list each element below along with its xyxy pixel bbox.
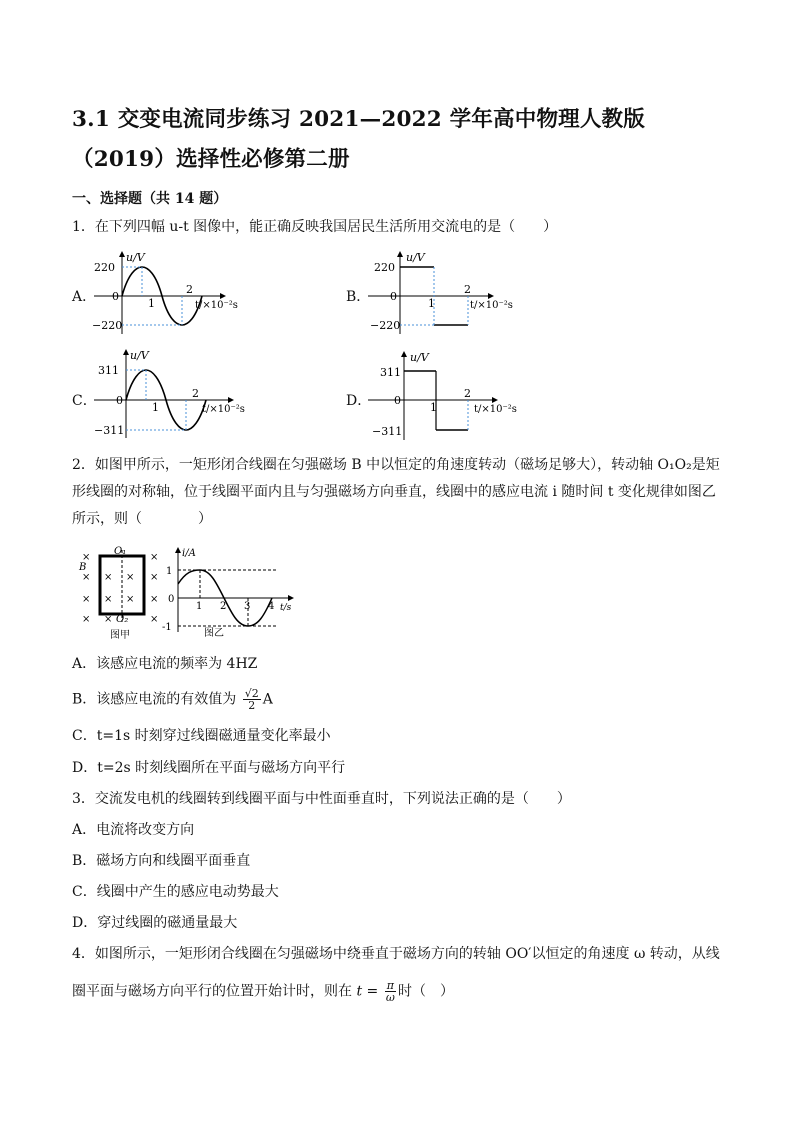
- axis-label-x: t/×10⁻²s: [470, 300, 513, 311]
- axis-label-y: u/V: [406, 251, 425, 264]
- axis-label-y: i/A: [182, 548, 196, 559]
- sqrt2-over-2-fraction: $\frac{√2}{2}$: [244, 687, 259, 712]
- tick-2: 2: [464, 387, 471, 400]
- q2-option-b[interactable]: [72, 688, 273, 711]
- q2-option-a[interactable]: A．该感应电流的频率为 4HZ: [72, 656, 258, 672]
- tick-neg311: −311: [94, 424, 125, 437]
- q3-option-a[interactable]: A．电流将改变方向: [72, 822, 195, 838]
- q1-option-d-label: D．: [346, 393, 372, 409]
- question-2-stem: 2．如图甲所示，一矩形闭合线圈在匀强磁场 B 中以恒定的角速度转动（磁场足够大），转动轴 O₁O₂是矩形线圈的对称轴，位于线圈平面内且与匀强磁场方向垂直，线圈中的感应电流 i 随时间 t 变化规律如图乙所示，则（ ）: [72, 457, 720, 527]
- svg-text:×: ×: [82, 552, 91, 563]
- axis-label-y: u/V: [126, 251, 145, 264]
- svg-text:×: ×: [150, 572, 159, 583]
- tick-220: 220: [94, 261, 115, 274]
- svg-text:×: ×: [126, 594, 135, 605]
- question-4-stem-line2: 圈平面与磁场方向平行的位置开始计时，则在 t = $\frac{\pi}{\omega}$ 时（ ）: [72, 979, 454, 1004]
- tick-1: 1: [152, 401, 159, 414]
- q3-option-d[interactable]: D．穿过线圈的磁通量最大: [72, 915, 238, 931]
- q1-graph-d[interactable]: [366, 350, 526, 442]
- q1-graph-b[interactable]: [366, 250, 516, 336]
- svg-text:×: ×: [150, 614, 159, 625]
- tick-2: 2: [192, 387, 199, 400]
- tick-311: 311: [98, 364, 119, 377]
- question-3-stem: 3．交流发电机的线圈转到线圈平面与中性面垂直时，下列说法正确的是（ ）: [72, 791, 571, 807]
- origin-label: 0: [112, 290, 119, 303]
- page-title: 3.1 交变电流同步练习 2021—2022 学年高中物理人教版（2019）选择性必修第二册: [72, 107, 645, 172]
- svg-text:×: ×: [82, 572, 91, 583]
- svg-text:×: ×: [104, 614, 113, 625]
- q1-graph-c[interactable]: [92, 348, 252, 440]
- tick-1: 1: [428, 297, 435, 310]
- q3-option-c[interactable]: C．线圈中产生的感应电动势最大: [72, 884, 279, 900]
- tick-1: 1: [430, 401, 437, 414]
- pi-over-omega-fraction: $\frac{\pi}{\omega}$: [385, 979, 395, 1004]
- tick-1: 1: [166, 566, 173, 577]
- svg-text:×: ×: [104, 594, 113, 605]
- axis-label-y: u/V: [130, 349, 149, 362]
- tick-1: 1: [148, 297, 155, 310]
- tick-x3: 3: [244, 601, 251, 612]
- q3-option-b[interactable]: B．磁场方向和线圈平面垂直: [72, 853, 251, 869]
- origin-label: 0: [394, 394, 401, 407]
- tick-2: 2: [186, 283, 193, 296]
- q2-option-d[interactable]: D．t=2s 时刻线圈所在平面与磁场方向平行: [72, 760, 346, 776]
- q2-option-b-text: B．该感应电流的有效值为: [72, 691, 237, 708]
- question-1-stem: 1．在下列四幅 u-t 图像中，能正确反映我国居民生活所用交流电的是（ ）: [72, 219, 558, 235]
- svg-text:×: ×: [82, 594, 91, 605]
- tick-2: 2: [464, 283, 471, 296]
- svg-text:×: ×: [104, 572, 113, 583]
- axis-label-x: t/×10⁻²s: [474, 404, 517, 415]
- q2-figure-jia: [76, 542, 168, 644]
- tick-x2: 2: [220, 601, 227, 612]
- axis-o1-label: O₁: [114, 546, 127, 557]
- q1-option-a-label: A．: [72, 289, 97, 305]
- origin-label: 0: [390, 290, 397, 303]
- q1-option-b-label: B．: [346, 289, 371, 305]
- tick-x1: 1: [196, 601, 203, 612]
- q1-graph-a[interactable]: [92, 250, 242, 336]
- q2-option-b-unit: A: [262, 691, 273, 708]
- axis-o2-label: O₂: [116, 614, 129, 625]
- origin-label: 0: [116, 394, 123, 407]
- t-equals: t =: [356, 983, 379, 1000]
- origin-label: 0: [168, 594, 175, 605]
- section-heading: 一、选择题（共 14 题）: [72, 191, 228, 207]
- tick-neg311: −311: [372, 425, 403, 438]
- axis-label-x: t/s: [280, 603, 292, 613]
- q1-option-c-label: C．: [72, 393, 97, 409]
- tick-220: 220: [374, 261, 395, 274]
- question-4-stem-line1: 4．如图所示，一矩形闭合线圈在匀强磁场中绕垂直于磁场方向的转轴 OO′以恒定的角速度 ω 转动，从线: [72, 946, 720, 962]
- tick-311: 311: [380, 366, 401, 379]
- axis-label-y: u/V: [410, 351, 429, 364]
- svg-text:×: ×: [150, 594, 159, 605]
- axis-label-x: t/×10⁻²s: [202, 404, 245, 415]
- svg-text:×: ×: [82, 614, 91, 625]
- q2-option-c[interactable]: C．t=1s 时刻穿过线圈磁通量变化率最小: [72, 728, 331, 744]
- svg-text:×: ×: [150, 552, 159, 563]
- axis-label-x: t/×10⁻²s: [195, 300, 238, 311]
- tick-neg220: −220: [92, 319, 123, 332]
- tick-neg220: −220: [370, 319, 401, 332]
- tick-x4: 4: [268, 601, 275, 612]
- svg-text:×: ×: [126, 572, 135, 583]
- field-label-b: B: [79, 562, 87, 573]
- q2-figure-yi: [160, 546, 300, 644]
- tick-neg1: -1: [162, 622, 172, 633]
- figure-caption-jia: 图甲: [110, 630, 130, 641]
- figure-caption-yi: 图乙: [204, 628, 224, 639]
